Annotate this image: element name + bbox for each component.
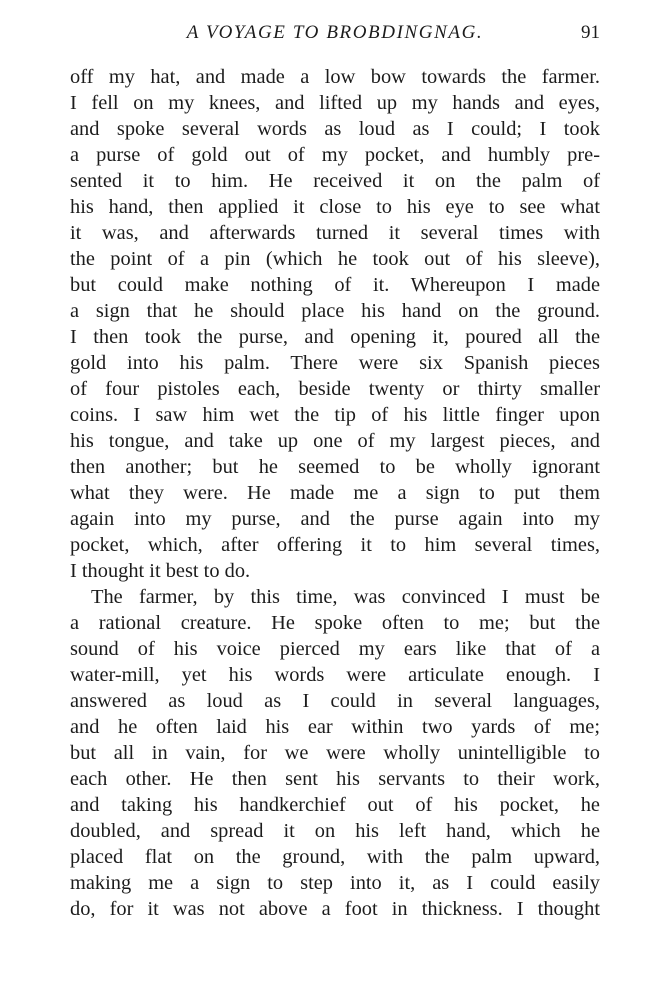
text-line: gold into his palm. There were six Spanish pieces (70, 352, 600, 374)
text-line: placed flat on the ground, with the palm upward, (70, 846, 600, 868)
text-line: making me a sign to step into it, as I could easily (70, 872, 600, 894)
text-line: a rational creature. He spoke often to me; but the (70, 612, 600, 634)
text-line: each other. He then sent his servants to their work, (70, 768, 600, 790)
text-line: the point of a pin (which he took out of his sleeve), (70, 248, 600, 270)
text-line: it was, and afterwards turned it several times with (70, 222, 600, 244)
text-line: and taking his handkerchief out of his pocket, he (70, 794, 600, 816)
text-line: I then took the purse, and opening it, poured all the (70, 326, 600, 348)
text-line: I thought it best to do. (70, 560, 251, 582)
text-line: again into my purse, and the purse again into my (70, 508, 600, 530)
text-line: but could make nothing of it. Whereupon I made (70, 274, 600, 296)
text-line: off my hat, and made a low bow towards the farmer. (70, 66, 600, 88)
text-line: of four pistoles each, beside twenty or thirty smaller (70, 378, 600, 400)
text-line: then another; but he seemed to be wholly ignorant (70, 456, 600, 478)
text-line: but all in vain, for we were wholly unintelligible to (70, 742, 600, 764)
text-line: doubled, and spread it on his left hand, which he (70, 820, 600, 842)
text-line: what they were. He made me a sign to put them (70, 482, 600, 504)
running-head (70, 22, 600, 48)
text-line: a sign that he should place his hand on the ground. (70, 300, 600, 322)
text-line: do, for it was not above a foot in thickness. I thought (70, 898, 600, 920)
text-line: a purse of gold out of my pocket, and humbly pre- (70, 144, 600, 166)
text-line: his hand, then applied it close to his eye to see what (70, 196, 600, 218)
text-line: and spoke several words as loud as I could; I took (70, 118, 600, 140)
text-line: his tongue, and take up one of my largest pieces, and (70, 430, 600, 452)
text-line: water-mill, yet his words were articulate enough. I (70, 664, 600, 686)
text-line: sound of his voice pierced my ears like that of a (70, 638, 600, 660)
text-line: pocket, which, after offering it to him several times, (70, 534, 600, 556)
text-line: coins. I saw him wet the tip of his little finger upon (70, 404, 600, 426)
text-line: The farmer, by this time, was convinced I must be (91, 586, 600, 608)
text-line: answered as loud as I could in several languages, (70, 690, 600, 712)
text-line: sented it to him. He received it on the palm of (70, 170, 600, 192)
page-number: 91 (581, 22, 600, 43)
text-line: I fell on my knees, and lifted up my hands and eyes, (70, 92, 600, 114)
running-title: A VOYAGE TO BROBDINGNAG. (186, 22, 484, 43)
text-line: and he often laid his ear within two yards of me; (70, 716, 600, 738)
